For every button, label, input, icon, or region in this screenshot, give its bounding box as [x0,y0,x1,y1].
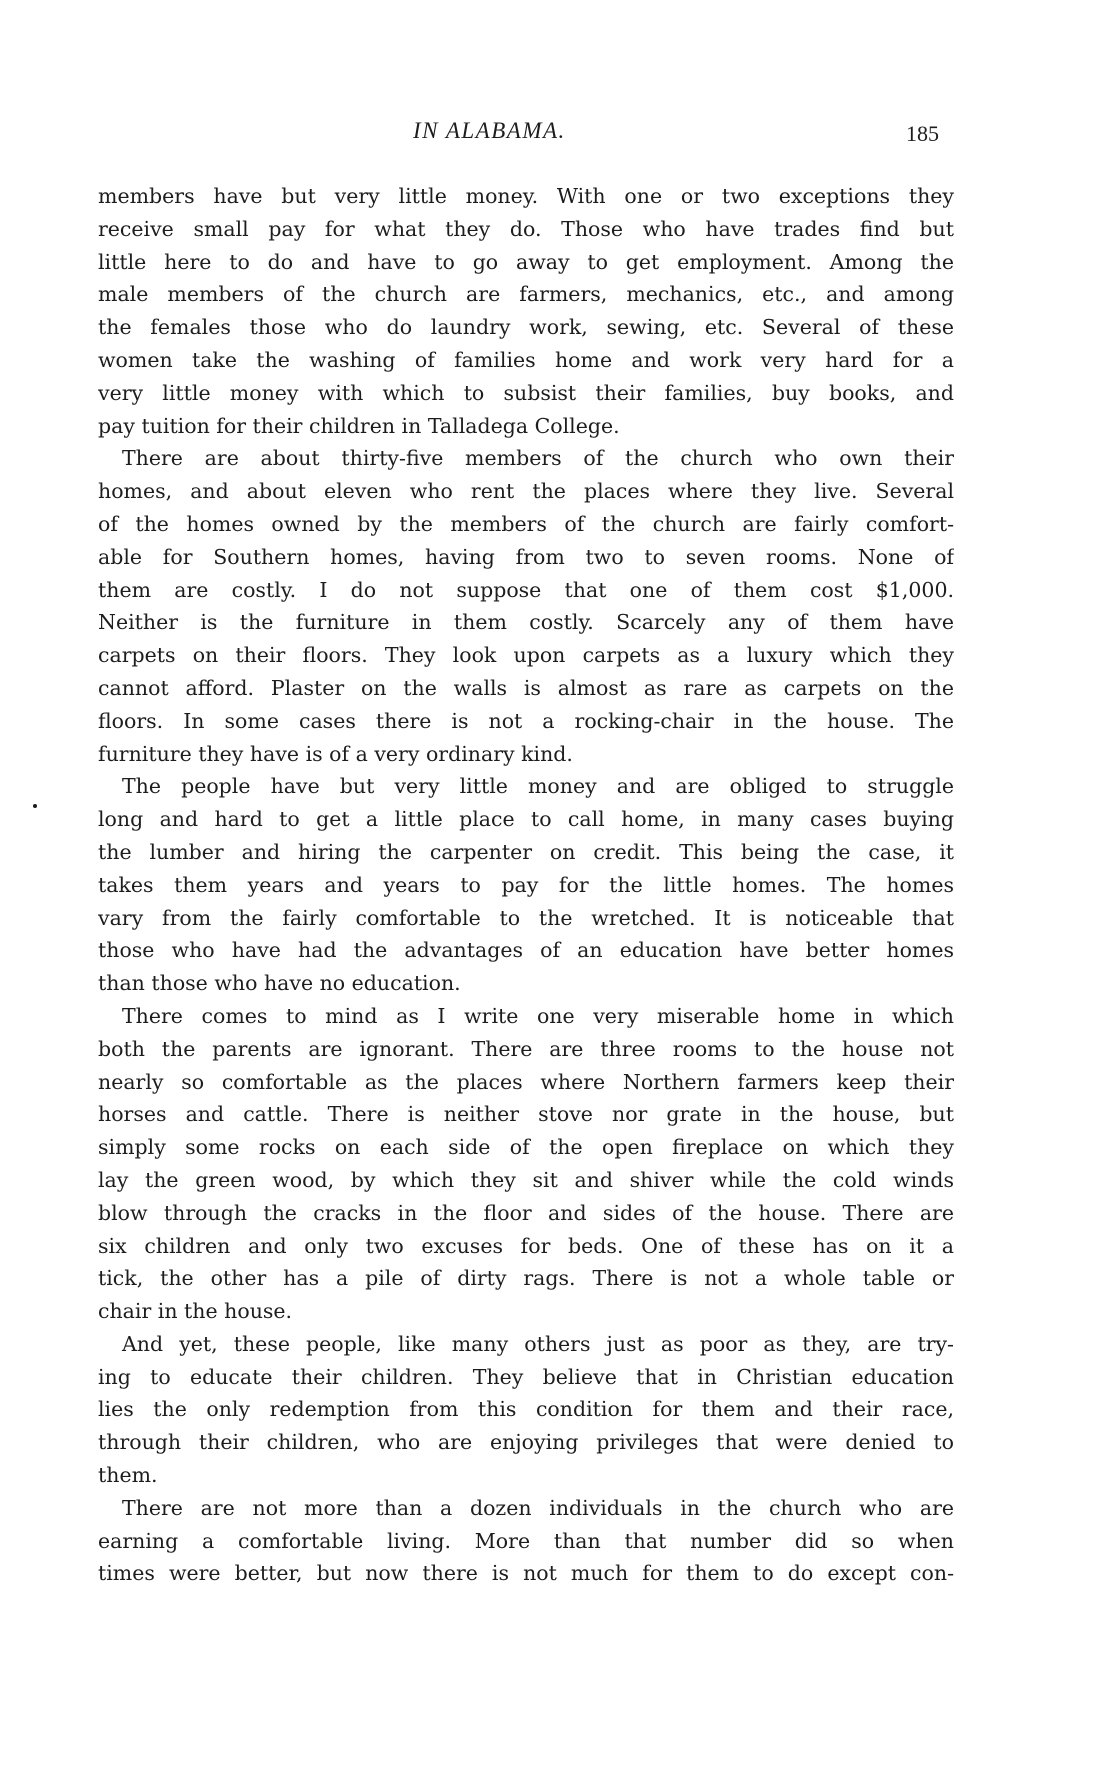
body-text [98,180,954,1590]
text-line: cannot afford. Plaster on the walls is almost as rare as carpets on the [98,675,954,700]
text-line: them. [98,1463,158,1488]
text-line: And yet, these people, like many others just as poor as they, are try- [122,1331,954,1356]
text-line: There comes to mind as I write one very miserable home in which [122,1003,954,1028]
text-line: simply some rocks on each side of the open fireplace on which they [98,1135,954,1160]
page-number: 185 [906,121,939,146]
text-line: them are costly. I do not suppose that one of them cost $1,000. [98,577,954,602]
text-line: vary from the fairly comfortable to the wretched. It is noticeable that [98,905,954,930]
text-line: lay the green wood, by which they sit and shiver while the cold winds [98,1167,954,1192]
text-line: times were better, but now there is not much for them to do except con- [98,1561,954,1586]
text-line: the females those who do laundry work, sewing, etc. Several of these [98,315,954,340]
paragraph-2 [98,442,954,770]
paragraph-1 [98,180,954,442]
text-line: floors. In some cases there is not a rocking-chair in the house. The [98,708,954,733]
text-line: earning a comfortable living. More than that number did so when [98,1528,954,1553]
paragraph-4 [98,1000,954,1328]
text-line: There are not more than a dozen individuals in the church who are [122,1495,954,1520]
text-line: the lumber and hiring the carpenter on credit. This being the case, it [98,839,954,864]
text-line: of the homes owned by the members of the church are fairly comfort- [98,511,954,536]
paragraph-3 [98,770,954,1000]
text-line: ing to educate their children. They believe that in Christian education [98,1364,954,1389]
text-line: able for Southern homes, having from two to seven rooms. None of [98,544,954,569]
text-line: blow through the cracks in the floor and sides of the house. There are [98,1200,954,1225]
text-line: through their children, who are enjoying privileges that were denied to [98,1430,954,1455]
text-line: receive small pay for what they do. Those who have trades find but [98,216,954,241]
text-line: takes them years and years to pay for the little homes. The homes [98,872,954,897]
text-line: very little money with which to subsist their families, buy books, and [98,380,954,405]
stray-ink-mark [33,804,37,808]
text-line: women take the washing of families home and work very hard for a [98,347,954,372]
text-line: those who have had the advantages of an education have better homes [98,938,954,963]
text-line: horses and cattle. There is neither stove nor grate in the house, but [98,1102,954,1127]
text-line: There are about thirty-five members of the church who own their [122,446,954,471]
text-line: furniture they have is of a very ordinary kind. [98,741,573,766]
text-line: members have but very little money. With one or two exceptions they [98,184,954,208]
text-line: Neither is the furniture in them costly. Scarcely any of them have [98,610,954,635]
text-line: pay tuition for their children in Talladega College. [98,413,620,438]
paragraph-6 [98,1492,954,1590]
text-line: carpets on their floors. They look upon carpets as a luxury which they [98,643,954,668]
text-line: male members of the church are farmers, mechanics, etc., and among [98,282,954,307]
text-line: lies the only redemption from this condition for them and their race, [98,1397,954,1422]
running-title: IN ALABAMA. [413,118,566,143]
text-line: tick, the other has a pile of dirty rags. There is not a whole table or [98,1266,954,1291]
paragraph-5 [98,1328,954,1492]
text-line: long and hard to get a little place to call home, in many cases buying [98,807,954,832]
text-line: little here to do and have to go away to get employment. Among the [98,249,954,274]
text-line: nearly so comfortable as the places where Northern farmers keep their [98,1069,954,1094]
text-line: six children and only two excuses for beds. One of these has on it a [98,1233,954,1258]
running-header [0,118,1120,152]
text-line: both the parents are ignorant. There are three rooms to the house not [98,1036,954,1061]
text-line: than those who have no education. [98,971,461,996]
text-line: homes, and about eleven who rent the places where they live. Several [98,479,954,504]
text-line: chair in the house. [98,1299,293,1324]
text-line: The people have but very little money and are obliged to struggle [122,774,954,799]
